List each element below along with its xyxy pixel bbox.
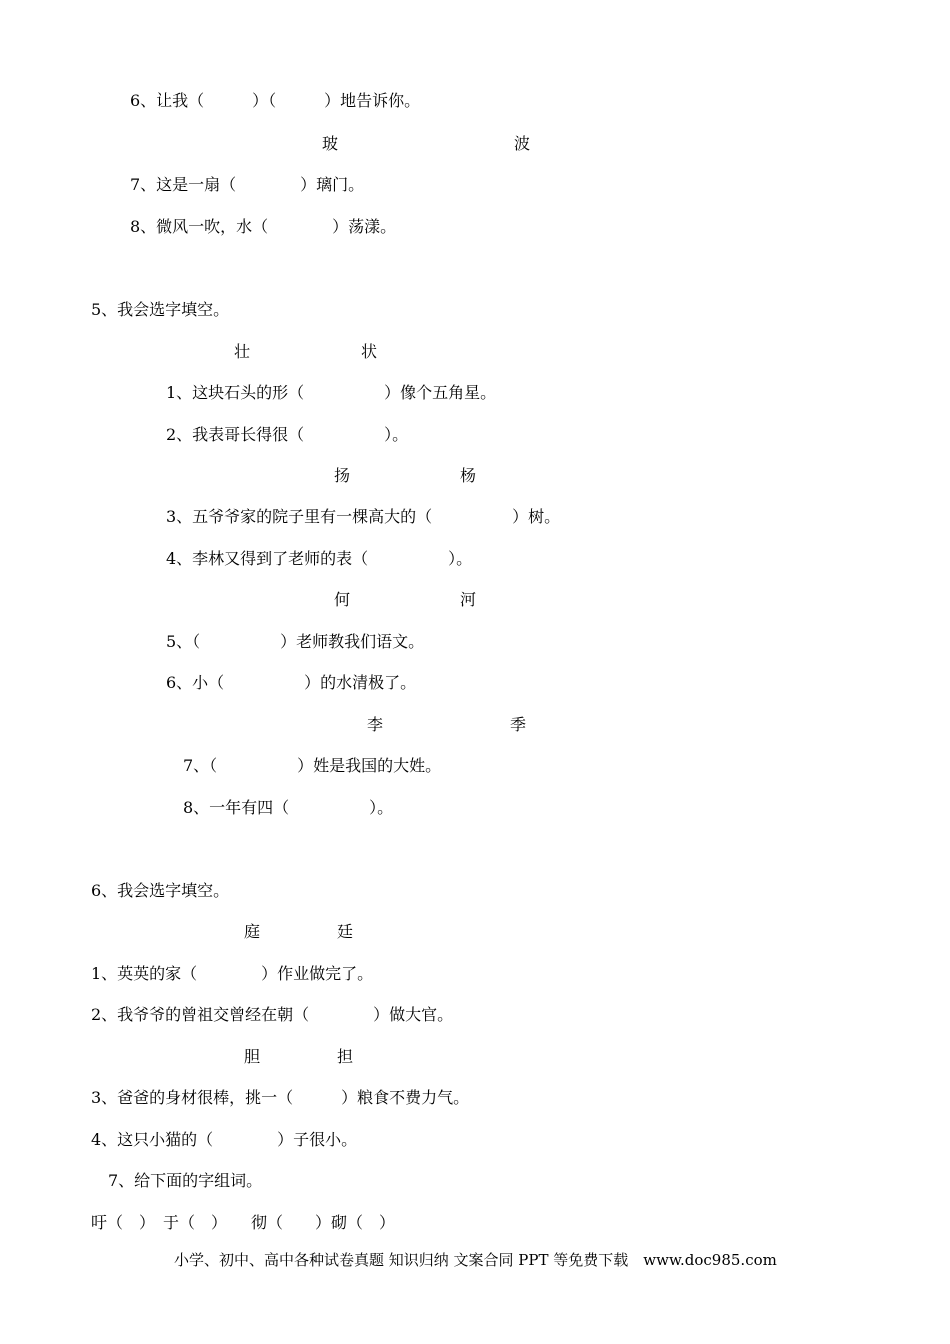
choice-char-a: 何 — [334, 590, 351, 609]
question-5-4: 4、李林又得到了老师的表（ ）。 — [166, 549, 473, 568]
question-5-2: 2、我表哥长得很（ ）。 — [166, 425, 409, 444]
choice-char-b: 状 — [361, 342, 378, 361]
question-6-1: 1、英英的家（ ）作业做完了。 — [91, 964, 374, 983]
question-5-6: 6、小（ ）的水清极了。 — [166, 673, 417, 692]
question-4-8: 8、微风一吹，水（ ）荡漾。 — [130, 217, 397, 236]
question-5-7: 7、（ ）姓是我国的大姓。 — [183, 756, 442, 775]
question-5-5: 5、（ ）老师教我们语文。 — [166, 632, 425, 651]
choice-char-b: 河 — [460, 590, 477, 609]
section-7-title: 7、给下面的字组词。 — [108, 1171, 263, 1190]
choice-char-b: 波 — [514, 134, 531, 153]
choice-char-b: 担 — [337, 1047, 354, 1066]
choice-char-b: 廷 — [337, 922, 354, 941]
choice-char-a: 扬 — [334, 466, 351, 485]
choice-char-a: 胆 — [244, 1047, 261, 1066]
question-5-1: 1、这块石头的形（ ）像个五角星。 — [166, 383, 497, 402]
question-6-3: 3、爸爸的身材很棒，挑一（ ）粮食不费力气。 — [91, 1088, 470, 1107]
page-footer: 小学、初中、高中各种试卷真题 知识归纳 文案合同 PPT 等免费下载 www.doc985.com — [174, 1251, 777, 1269]
question-4-6: 6、让我（ ）（ ）地告诉你。 — [130, 91, 421, 110]
section-6-title: 6、我会选字填空。 — [91, 881, 230, 900]
choice-char-a: 庭 — [244, 922, 261, 941]
word-group-line: 吁（ ） 于（ ） 彻（ ）砌（ ） — [91, 1213, 396, 1232]
choice-char-a: 玻 — [322, 134, 339, 153]
question-6-4: 4、这只小猫的（ ）子很小。 — [91, 1130, 358, 1149]
choice-char-b: 杨 — [460, 466, 477, 485]
question-5-3: 3、五爷爷家的院子里有一棵高大的（ ）树。 — [166, 507, 561, 526]
question-5-8: 8、一年有四（ ）。 — [183, 798, 394, 817]
question-6-2: 2、我爷爷的曾祖交曾经在朝（ ）做大官。 — [91, 1005, 454, 1024]
choice-char-b: 季 — [510, 715, 527, 734]
section-5-title: 5、我会选字填空。 — [91, 300, 230, 319]
choice-char-a: 李 — [367, 715, 384, 734]
choice-char-a: 壮 — [234, 342, 251, 361]
question-4-7: 7、这是一扇（ ）璃门。 — [130, 175, 365, 194]
